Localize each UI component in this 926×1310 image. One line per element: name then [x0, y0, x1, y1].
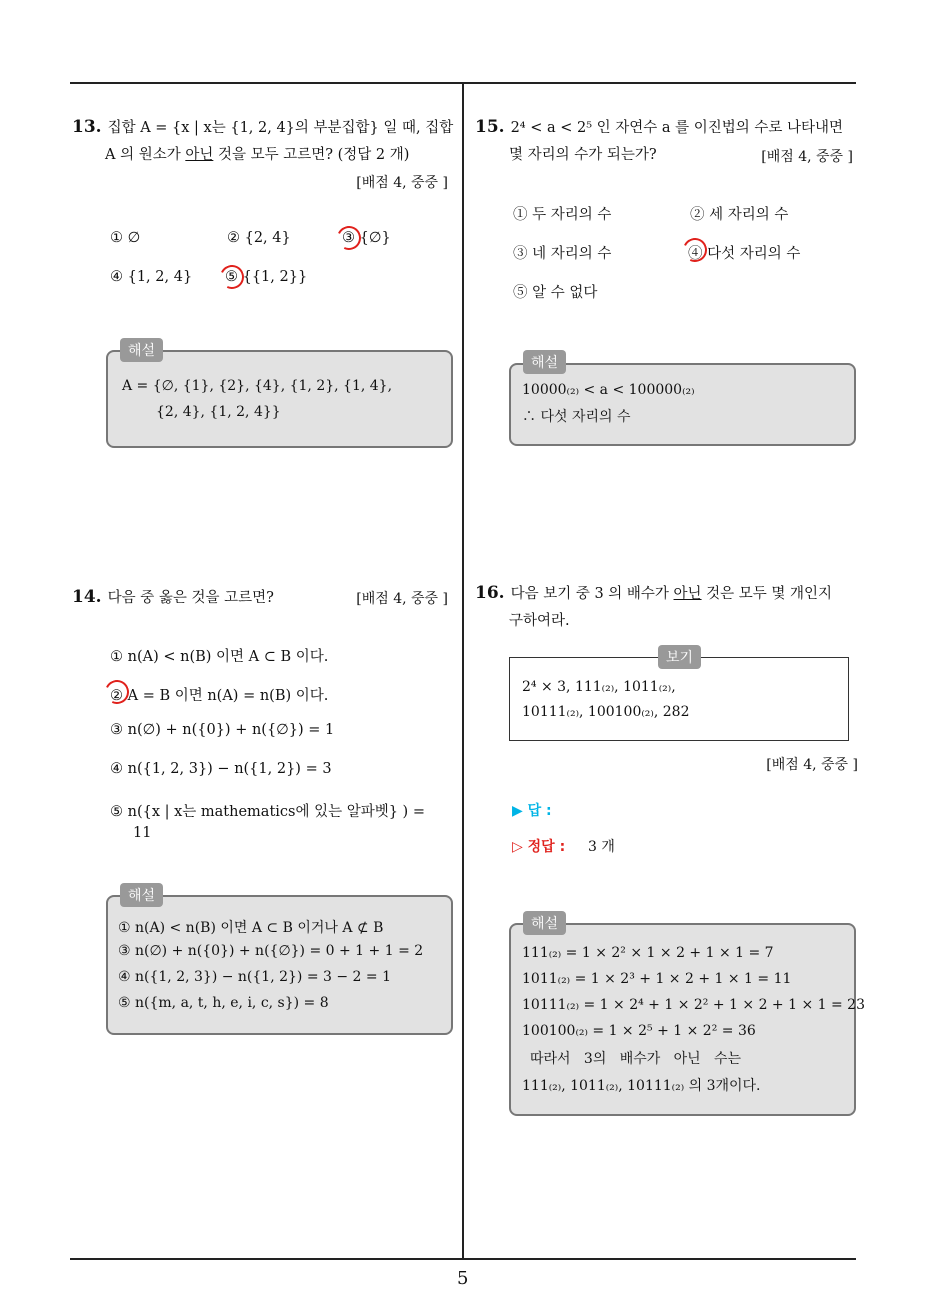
q13-option-5[interactable]: ⑤ {{1, 2}} — [225, 269, 308, 285]
question-13-number: 13. — [72, 117, 102, 137]
q16-solution-tag: 해설 — [523, 911, 566, 935]
q16-solution-line3: 10111₍₂₎ = 1 × 2⁴ + 1 × 2² + 1 × 2 + 1 × 1 = 23 — [522, 997, 865, 1013]
question-16-number: 16. — [475, 583, 505, 603]
question-16-line1 — [475, 580, 860, 608]
q14-solution-line2: ③ n(∅) + n({0}) + n({∅}) = 0 + 1 + 1 = 2 — [118, 943, 424, 959]
question-15-number: 15. — [475, 117, 505, 137]
question-13-text1: 집합 A = {x | x는 {1, 2, 4}의 부분집합} 일 때, 집합 — [107, 120, 454, 136]
question-13-line1 — [72, 114, 457, 142]
question-16-line2: 구하여라. — [509, 613, 570, 629]
q14-option-1[interactable]: ① n(A) < n(B) 이면 A ⊂ B 이다. — [110, 649, 329, 665]
q16-answer-input[interactable]: ▶ 답 : — [512, 803, 552, 819]
q16-t1b: 아닌 — [673, 586, 702, 602]
q14-option-5-cont: 11 — [133, 825, 152, 841]
q16-solution-line2: 1011₍₂₎ = 1 × 2³ + 1 × 2 + 1 × 1 = 11 — [522, 971, 792, 987]
q14-option-3[interactable]: ③ n(∅) + n({0}) + n({∅}) = 1 — [110, 722, 335, 738]
q13-answer-mark-5 — [217, 262, 248, 293]
bottom-rule — [70, 1258, 856, 1260]
q13-t2c: 것을 모두 고르면? (정답 2 개) — [213, 147, 410, 163]
q13-option-3[interactable]: ③ {∅} — [342, 230, 391, 246]
q16-solution-line1: 111₍₂₎ = 1 × 2² × 1 × 2 + 1 × 1 = 7 — [522, 945, 774, 961]
question-15-line2: 몇 자리의 수가 되는가? — [509, 147, 657, 163]
question-14-number: 14. — [72, 587, 102, 607]
q14-solution-line1: ① n(A) < n(B) 이면 A ⊂ B 이거나 A ⊄ B — [118, 920, 384, 936]
q16-bogi-line2: 10111₍₂₎, 100100₍₂₎, 282 — [522, 704, 690, 720]
q15-option-5[interactable]: ⑤ 알 수 없다 — [513, 285, 598, 301]
q13-option-4[interactable]: ④ {1, 2, 4} — [110, 269, 193, 285]
q14-option-4[interactable]: ④ n({1, 2, 3}) − n({1, 2}) = 3 — [110, 761, 332, 777]
q15-solution-line2: ∴ 다섯 자리의 수 — [522, 409, 631, 425]
question-14-text: 다음 중 옳은 것을 고르면? — [107, 590, 274, 606]
q16-solution-line5: 따라서 3의 배수가 아닌 수는 — [530, 1051, 742, 1067]
q15-solution-tag: 해설 — [523, 350, 566, 374]
q15-option-1[interactable]: ① 두 자리의 수 — [513, 207, 612, 223]
q13-option-1[interactable]: ① ∅ — [110, 230, 141, 246]
q14-solution-line3: ④ n({1, 2, 3}) − n({1, 2}) = 3 − 2 = 1 — [118, 969, 391, 985]
page-number: 5 — [457, 1268, 469, 1289]
q13-option-2[interactable]: ② {2, 4} — [227, 230, 291, 246]
q16-correct-value: 3 개 — [588, 839, 615, 855]
q14-option-2[interactable]: ② A = B 이면 n(A) = n(B) 이다. — [110, 688, 329, 704]
question-15-score: [배점 4, 중중 ] — [761, 149, 853, 165]
q14-solution-tag: 해설 — [120, 883, 163, 907]
q16-correct-label: ▷ 정답 : — [512, 839, 566, 855]
q16-t1c: 것은 모두 몇 개인지 — [701, 586, 833, 602]
question-14-score: [배점 4, 중중 ] — [356, 591, 448, 607]
question-15-text1: 2⁴ < a < 2⁵ 인 자연수 a 를 이진법의 수로 나타내면 — [510, 120, 844, 136]
q15-solution-box — [509, 363, 856, 446]
q13-answer-mark-3 — [334, 223, 365, 254]
q15-solution-line1: 10000₍₂₎ < a < 100000₍₂₎ — [522, 382, 695, 398]
q13-solution-line1: A = {∅, {1}, {2}, {4}, {1, 2}, {1, 4}, — [122, 378, 393, 394]
q13-t2a: A 의 원소가 — [105, 147, 186, 163]
question-16 — [475, 580, 860, 635]
q16-bogi-box — [509, 657, 849, 741]
question-16-score: [배점 4, 중중 ] — [766, 757, 858, 773]
question-13-score: [배점 4, 중중 ] — [356, 175, 448, 191]
q15-option-2[interactable]: ② 세 자리의 수 — [690, 207, 789, 223]
question-13-line2 — [72, 142, 457, 169]
q13-t2b: 아닌 — [185, 147, 214, 163]
q16-t1a: 다음 보기 중 3 의 배수가 — [510, 586, 674, 602]
q14-solution-box — [106, 895, 453, 1035]
question-15-line1 — [475, 114, 860, 142]
column-divider — [462, 82, 464, 1260]
q16-bogi-tag: 보기 — [658, 645, 701, 669]
q15-option-4[interactable]: ④ 다섯 자리의 수 — [688, 246, 801, 262]
q14-solution-line4: ⑤ n({m, a, t, h, e, i, c, s}) = 8 — [118, 995, 329, 1011]
q13-solution-box — [106, 350, 453, 448]
q16-solution-line4: 100100₍₂₎ = 1 × 2⁵ + 1 × 2² = 36 — [522, 1023, 756, 1039]
q13-solution-tag: 해설 — [120, 338, 163, 362]
q16-solution-line6: 111₍₂₎, 1011₍₂₎, 10111₍₂₎ 의 3개이다. — [522, 1078, 761, 1094]
q15-option-3[interactable]: ③ 네 자리의 수 — [513, 246, 612, 262]
q14-option-5[interactable]: ⑤ n({x | x는 mathematics에 있는 알파벳} ) = — [110, 804, 425, 820]
question-13 — [72, 114, 457, 169]
q16-bogi-line1: 2⁴ × 3, 111₍₂₎, 1011₍₂₎, — [522, 679, 676, 695]
q13-solution-line2: {2, 4}, {1, 2, 4}} — [156, 404, 281, 420]
